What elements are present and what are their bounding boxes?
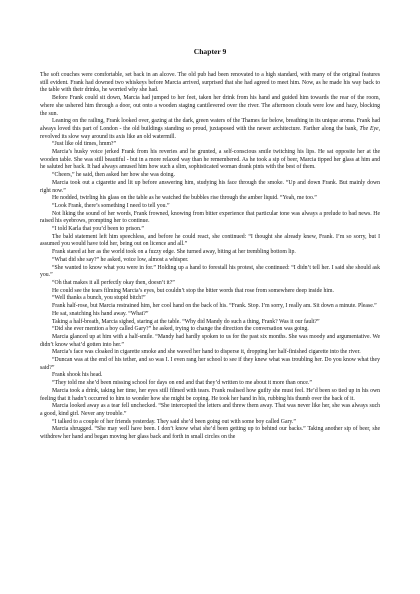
paragraph: Marcia glanced up at him with a half-smile. “Mandy had hardly spoken to us for the past six months. She was moody and argumentative. We didn’t know what’d gotten into her.” xyxy=(40,333,380,348)
paragraph: Frank stared at her as the world took on a fuzzy edge. She turned away, biting at her trembling bottom lip. xyxy=(52,249,296,256)
paragraph: Not liking the sound of her words, Frank frowned, knowing from bitter experience that particular tone was always a prelude to bad news. He raised his eyebrows, prompting her to continue. xyxy=(40,210,380,225)
paragraph: The bald statement left him speechless, and before he could react, she continued: “I thought she already knew, Frank. I’m so sorry, but I assumed you would have told her, being out on licence and all.” xyxy=(40,233,380,248)
paragraph: “Look Frank, there’s something I need to tell you.” xyxy=(52,202,170,209)
paragraph: “She wanted to know what you were in for.” Holding up a hand to forestall his protest, she continued: “I didn’t tell her. I said she should ask you.” xyxy=(40,264,380,279)
paragraph: “Did she ever mention a boy called Gary?” he asked, trying to change the direction the conversation was going. xyxy=(52,326,309,333)
paragraph: Frank half-rose, but Marcia restrained him, her cool hand on the back of his. “Frank. Stop. I’m sorry, I really am. Sit down a minute. Please.” xyxy=(52,303,377,310)
paragraph: Marcia looked away as a tear fell unchecked. “She intercepted the letters and threw them away. That was never like her, she was always such a good, kind girl. Never any trouble.” xyxy=(40,403,380,417)
paragraph: Leaning on the railing, Frank looked over, gazing at the dark, green waters of the Thames far below, breathing in its unique aroma. Frank had always loved this part of London - the old buildings standing so proud, juxtaposed with the newer architecture. Farther along the bank, The Eye, revolved its slow way around its axis like an old watermill. xyxy=(40,118,380,140)
paragraph: He could see the tears filming Marcia’s eyes, but couldn’t stop the bitter words that rose from somewhere deep inside him. xyxy=(52,287,334,294)
paragraph: “Oh that makes it all perfectly okay then, doesn’t it?” xyxy=(52,279,175,286)
paragraph: Before Frank could sit down, Marcia had jumped to her feet, taken her drink from his hand and guided him towards the rear of the room, where she ushered him through a door, out onto a wooden staging cantilevered over the river. The afternoon clouds were low and hazy, blocking the sun. xyxy=(40,95,380,117)
paragraph: Marcia shrugged. “She may well have been. I don’t know what she’d been getting up to behind our backs.” Taking another sip of beer, she withdrew her hand and began moving her glass back and forth in small circles on the xyxy=(40,426,380,441)
paragraph: “Well thanks a bunch, you stupid bitch!” xyxy=(52,295,146,302)
paragraph: “Duncan was at the end of his tether, and so was I. I even rang her school to see if they knew what was troubling her. Do you know what they said?” xyxy=(40,357,380,371)
paragraph: “What did she say?” he asked, voice low, almost a whisper. xyxy=(52,256,189,263)
paragraph: Frank shook his head. xyxy=(52,372,103,379)
paragraph: Marcia took out a cigarette and lit up before answering him, studying his face through the smoke. “Up and down Frank. But mainly down right now.” xyxy=(40,179,380,194)
landmark-name: The Eye xyxy=(359,125,379,132)
paragraph: “Cheers,” he said, then asked her how she was doing. xyxy=(52,172,175,179)
chapter-title: Chapter 9 xyxy=(193,47,227,56)
paragraph: Marcia’s face was cloaked in cigarette smoke and she waved her hand to disperse it, dropping her half-finished cigarette into the river. xyxy=(52,349,361,356)
paragraph: “Just like old times, hmm?” xyxy=(52,141,117,148)
paragraph: Marcia’s husky voice jerked Frank from his reveries and he grunted, a self-conscious smile twitching his lips. He sat opposite her at the wooden table. She was still beautiful - but in a more relaxed way than he remembered. As he took a sip of beer, Marcia tipped her glass at him and he saluted her back. It had always amused him how such a slim, sophisticated woman drank pints with the best of them. xyxy=(40,149,380,171)
chapter-body xyxy=(40,72,380,442)
paragraph: “They told me she’d been missing school for days on end and that they’d written to me about it more than once.” xyxy=(52,380,312,387)
paragraph: “I told Karla that you’d been to prison.” xyxy=(52,226,144,233)
paragraph: “I talked to a couple of her friends yesterday. They said she’d been going out with some boy called Gary.” xyxy=(52,418,296,425)
paragraph: The soft couches were comfortable, set back in an alcove. The old pub had been renovated to a high standard, with many of the original features still evident. Frank had downed two whiskeys before Marcia arrived, surprised that she had agreed to meet him. Now, as he made his way back to the table with their drinks, he worried why she had. xyxy=(40,72,380,94)
paragraph: He sat, snatching his hand away. “What?” xyxy=(52,310,149,317)
paragraph: He nodded, twirling his glass on the table as he watched the bubbles rise through the amber liquid. “Yeah, me too.” xyxy=(52,195,317,202)
paragraph: Marcia took a drink, taking her time, her eyes still filmed with tears. Frank realised how guilty she must feel. He’d been so tied up in his own feeling that it hadn’t occurred to him to wonder how she might be coping. He took her hand in his, rubbing his thumb over the back of it. xyxy=(40,387,380,402)
paragraph: Taking a half-breath, Marcia sighed, staring at the table. “Why did Mandy do such a thing, Frank? Was it our fault?” xyxy=(52,318,320,325)
